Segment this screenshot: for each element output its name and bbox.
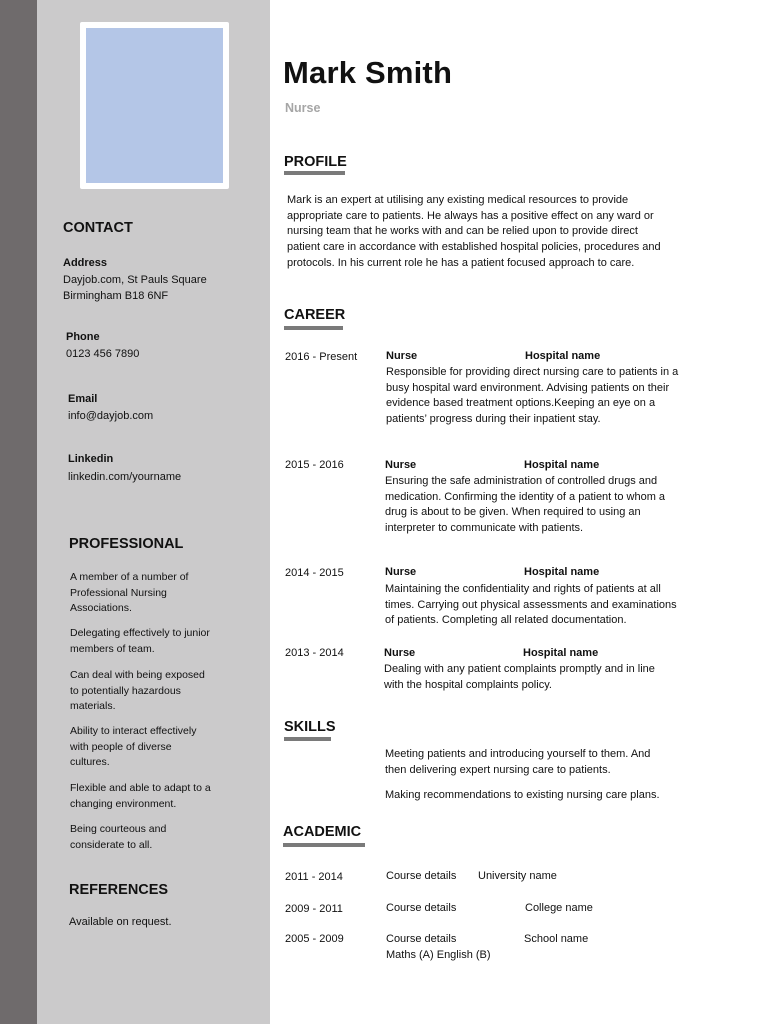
career-description bbox=[386, 365, 678, 428]
academic-dates: 2011 - 2014 bbox=[285, 871, 343, 883]
career-dates: 2015 - 2016 bbox=[285, 459, 344, 471]
career-description bbox=[385, 474, 665, 537]
skills-item-line: Meeting patients and introducing yourself to them. And bbox=[385, 748, 651, 760]
professional-item bbox=[70, 626, 230, 657]
career-employer: Hospital name bbox=[523, 647, 599, 659]
professional-item-line: Can deal with being exposed bbox=[70, 669, 205, 681]
professional-item-line: cultures. bbox=[70, 756, 110, 768]
career-description-line: evidence based treatment options.Keeping an eye on a bbox=[386, 397, 656, 410]
academic-institution: School name bbox=[524, 933, 589, 945]
career-description-line: Responsible for providing direct nursing care to patients in a bbox=[386, 366, 679, 378]
profile-line: protocols. In his current role he has a patient focused approach to care. bbox=[287, 256, 635, 269]
academic-heading: ACADEMIC bbox=[283, 824, 362, 840]
skills-item bbox=[385, 747, 650, 778]
career-description-line: medication. Confirming the identity of a patient to whom a bbox=[385, 490, 666, 503]
professional-item-line: Ability to interact effectively bbox=[70, 725, 197, 737]
career-dates: 2016 - Present bbox=[285, 351, 358, 363]
career-employer: Hospital name bbox=[524, 566, 600, 578]
professional-item bbox=[70, 724, 230, 771]
profile-line: patient care in accordance with established hospital policies, procedures and bbox=[287, 241, 661, 254]
career-description-line: times. Carrying out physical assessments and examinations bbox=[385, 598, 677, 611]
profile-line: nursing team that he works with and can be relied upon to provide direct bbox=[287, 225, 638, 238]
academic-dates: 2009 - 2011 bbox=[285, 903, 343, 915]
sidebar-stripe bbox=[0, 0, 37, 1024]
email-label: Email bbox=[68, 393, 98, 405]
phone-value: 0123 456 7890 bbox=[66, 348, 140, 360]
professional-item-line: changing environment. bbox=[70, 797, 177, 810]
career-employer: Hospital name bbox=[525, 350, 601, 362]
career-description-line: of patients. Completing all related documentation. bbox=[385, 614, 627, 627]
professional-item-line: Associations. bbox=[70, 602, 132, 614]
contact-heading: CONTACT bbox=[63, 220, 133, 236]
academic-course: Course details bbox=[386, 870, 457, 882]
linkedin-value[interactable]: linkedin.com/yourname bbox=[68, 471, 182, 483]
career-description-line: Dealing with any patient complaints promptly and in line bbox=[384, 663, 655, 675]
career-role: Nurse bbox=[385, 566, 417, 578]
professional-item-line: considerate to all. bbox=[70, 838, 153, 851]
professional-item-line: materials. bbox=[70, 700, 116, 712]
academic-dates: 2005 - 2009 bbox=[285, 933, 344, 945]
professional-item-line: A member of a number of bbox=[70, 571, 189, 583]
professional-item-line: Being courteous and bbox=[70, 823, 167, 835]
profile-heading: PROFILE bbox=[284, 154, 347, 170]
address-line-2: Birmingham B18 6NF bbox=[63, 290, 169, 302]
career-description-line: Ensuring the safe administration of controlled drugs and bbox=[385, 475, 658, 487]
professional-heading: PROFESSIONAL bbox=[69, 536, 184, 552]
professional-item bbox=[70, 668, 230, 715]
professional-item bbox=[70, 570, 230, 617]
career-role: Nurse bbox=[385, 459, 417, 471]
skills-item-line: then delivering expert nursing care to patients. bbox=[385, 763, 611, 776]
professional-item-line: to potentially hazardous bbox=[70, 684, 181, 697]
address-line-1: Dayjob.com, St Pauls Square bbox=[63, 274, 207, 286]
academic-grades: Maths (A) English (B) bbox=[386, 949, 491, 961]
career-description-line: with the hospital complaints policy. bbox=[384, 678, 552, 691]
professional-item bbox=[70, 822, 230, 853]
professional-item-line: Delegating effectively to junior bbox=[70, 627, 210, 639]
career-description bbox=[384, 662, 655, 693]
skills-heading: SKILLS bbox=[284, 719, 336, 735]
career-employer: Hospital name bbox=[524, 459, 600, 471]
academic-course: Course details bbox=[386, 933, 457, 945]
profile-photo-placeholder bbox=[86, 28, 223, 183]
career-dates: 2014 - 2015 bbox=[285, 567, 344, 579]
candidate-title: Nurse bbox=[285, 101, 321, 115]
profile-line: appropriate care to patients. He always has a positive effect on any ward or bbox=[287, 209, 654, 222]
references-text: Available on request. bbox=[69, 916, 172, 928]
career-description-line: Maintaining the confidentiality and rights of patients at all bbox=[385, 583, 661, 595]
linkedin-label: Linkedin bbox=[68, 453, 114, 465]
skills-item bbox=[385, 788, 660, 804]
profile-heading-underline bbox=[284, 171, 345, 175]
academic-heading-underline bbox=[283, 843, 365, 847]
skills-heading-underline bbox=[284, 737, 331, 741]
career-description-line: busy hospital ward environment. Advising patients on their bbox=[386, 381, 670, 394]
candidate-name: Mark Smith bbox=[283, 55, 453, 90]
references-heading: REFERENCES bbox=[69, 882, 169, 898]
professional-item-line: Flexible and able to adapt to a bbox=[70, 782, 211, 794]
career-description-line: drug is about to be given. When required to using an bbox=[385, 506, 641, 519]
career-description-line: patients’ progress during their inpatient stay. bbox=[386, 413, 601, 426]
academic-institution: College name bbox=[525, 902, 593, 914]
career-heading: CAREER bbox=[284, 307, 346, 323]
address-label: Address bbox=[63, 257, 108, 269]
career-heading-underline bbox=[284, 326, 343, 330]
career-role: Nurse bbox=[384, 647, 416, 659]
professional-item-line: with people of diverse bbox=[70, 740, 172, 753]
email-value[interactable]: info@dayjob.com bbox=[68, 410, 154, 422]
profile-line: Mark is an expert at utilising any existing medical resources to provide bbox=[287, 194, 629, 206]
career-role: Nurse bbox=[386, 350, 418, 362]
skills-item-line: Making recommendations to existing nursing care plans. bbox=[385, 789, 660, 801]
career-description bbox=[385, 582, 677, 629]
profile-photo-frame bbox=[80, 22, 229, 189]
academic-course: Course details bbox=[386, 902, 457, 914]
academic-institution: University name bbox=[478, 870, 557, 882]
career-description-line: interpreter to communicate with patients. bbox=[385, 522, 584, 535]
phone-label: Phone bbox=[66, 331, 100, 343]
professional-item-line: Professional Nursing bbox=[70, 586, 167, 599]
profile-text bbox=[287, 193, 661, 272]
professional-item-line: members of team. bbox=[70, 642, 155, 655]
career-dates: 2013 - 2014 bbox=[285, 647, 344, 659]
professional-item bbox=[70, 781, 230, 812]
